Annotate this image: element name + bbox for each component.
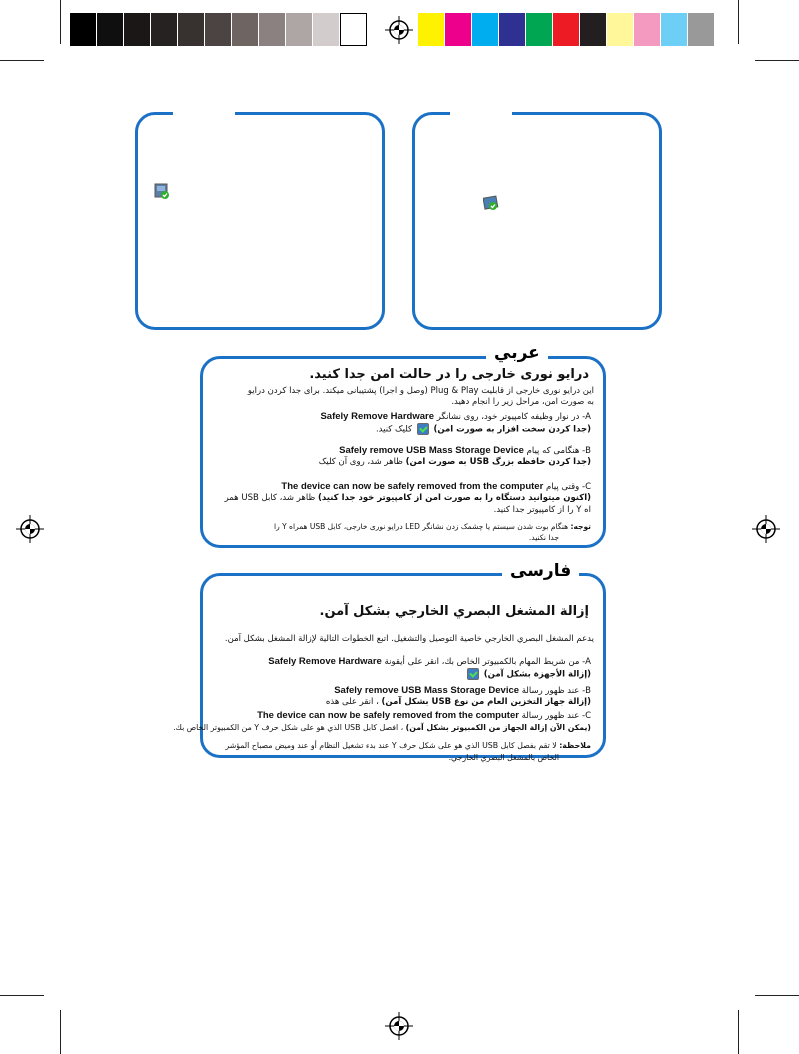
color-swatch (151, 13, 178, 46)
step-text: B- عند ظهور رسالة (521, 686, 591, 696)
safely-remove-hardware-icon (467, 668, 479, 680)
registration-mark-icon (16, 515, 44, 543)
step-c-line (225, 493, 591, 504)
process-color-bar (418, 13, 715, 46)
blank-panel-right (412, 112, 662, 330)
safely-remove-hardware-icon (417, 423, 429, 435)
intro-line: این درایو نوری خارجی از قابلیت Plug & Play (وصل و اجرا) پشتیبانی میکند. برای جدا کردن درایو (247, 386, 594, 396)
step-text: (جدا کردن حافظه بزرگ USB به صورت امن) (405, 457, 591, 467)
note-line (274, 521, 591, 532)
color-swatch (553, 13, 580, 46)
crop-mark (738, 1010, 739, 1054)
crop-mark (755, 995, 799, 996)
grayscale-color-bar (70, 13, 367, 46)
registration-mark-icon (752, 515, 780, 543)
note-line (225, 740, 591, 751)
step-b-line (334, 685, 591, 697)
crop-mark (0, 60, 44, 61)
section-title: إزالة المشغل البصري الخارجي بشكل آمن. (319, 604, 589, 619)
step-text: ، افصل كابل USB الذي هو على شكل حرف Y من الكمبيوتر الخاص بك. (173, 723, 404, 732)
step-text: ظاهر شد، روی آن کلیک (318, 457, 403, 467)
hardware-label: Safely Remove Hardware (320, 411, 434, 422)
step-a-line (320, 411, 591, 423)
color-swatch (499, 13, 526, 46)
step-a-line (376, 423, 591, 436)
intro-line: يدعم المشغل البصري الخارجي خاصية التوصيل والتشغيل. اتبع الخطوات التالية لإزالة المشغل بشكل آمن. (224, 634, 594, 644)
hardware-label: Safely remove USB Mass Storage Device (334, 685, 520, 696)
step-c-line (281, 481, 591, 493)
step-text: B- هنگامی که پیام (526, 446, 591, 456)
color-swatch (97, 13, 124, 46)
note-label: ملاحظة: (559, 741, 591, 750)
color-swatch (232, 13, 259, 46)
color-swatch (313, 13, 340, 46)
crop-mark (60, 1010, 61, 1054)
color-swatch (526, 13, 553, 46)
color-swatch (445, 13, 472, 46)
step-text: A- در نوار وظیفه کامپیوتر خود، روی نشانگر (436, 412, 591, 422)
usb-safely-remove-icon (154, 183, 170, 199)
crop-mark (755, 60, 799, 61)
crop-mark (60, 0, 61, 44)
color-swatch (178, 13, 205, 46)
hardware-label: Safely remove USB Mass Storage Device (339, 445, 524, 456)
step-b-line (339, 445, 591, 457)
usb-device-icon (483, 195, 499, 211)
section-title: درایو نوری خارجی را در حالت امن جدا کنید. (309, 367, 589, 382)
registration-mark-icon (385, 16, 413, 44)
color-swatch (580, 13, 607, 46)
color-swatch (634, 13, 661, 46)
step-text: A- من شريط المهام بالكمبيوتر الخاص بك، انقر على أيقونة (384, 657, 591, 667)
step-text: C- وقتی پیام (545, 482, 591, 492)
step-c-line (173, 722, 591, 733)
note-text: لا تقم بفصل كابل USB الذي هو على شكل حرف Y عند بدء تشغيل النظام أو عند وميض مصباح المؤشر (225, 741, 557, 750)
color-swatch (661, 13, 688, 46)
color-swatch (472, 13, 499, 46)
crop-mark (738, 0, 739, 44)
color-swatch (70, 13, 97, 46)
note-text: هنگام بوت شدن سیستم یا چشمک زدن نشانگر LED درایو نوری خارجی، کابل USB همراه Y را (273, 522, 569, 531)
step-text: C- عند ظهور رسالة (521, 711, 591, 721)
step-text: (اکنون میتوانید دستگاه را به صورت امن از کامپیوتر خود جدا کنید) (317, 493, 591, 503)
step-a-line (268, 656, 591, 668)
step-text: ، انقر على هذه (325, 697, 379, 707)
step-a-line (465, 668, 591, 681)
step-text: ظاهر شد، کابل USB همر (224, 493, 316, 503)
color-swatch (259, 13, 286, 46)
step-b-line (319, 457, 591, 468)
step-text: کلیک کنید. (375, 424, 413, 435)
intro-line: به صورت امن، مراحل زیر را انجام دهید. (451, 397, 594, 407)
language-tab: عربي (486, 343, 548, 363)
hardware-label: The device can now be safely removed from the computer (257, 710, 519, 721)
step-text: (جدا کردن سخت افزار به صورت امن) (433, 424, 591, 435)
panel-tab-gap (450, 110, 512, 116)
color-swatch (340, 13, 367, 46)
step-c-line: اه Y را از کامپیوتر جدا کنید. (493, 505, 591, 515)
note-line: الخاص بالمشغل البصري الخارجي. (448, 753, 559, 762)
color-swatch (124, 13, 151, 46)
step-text: (إزالة الأجهزة بشكل آمن) (483, 669, 591, 680)
panel-tab-gap (173, 110, 235, 116)
step-text: (يمكن الآن إزالة الجهاز من الكمبيوتر بشكل آمن) (405, 723, 591, 732)
step-text: (إزالة جهاز التخزين العام من نوع USB بشكل آمن) (381, 697, 591, 707)
hardware-label: The device can now be safely removed from the computer (281, 481, 544, 492)
color-swatch (607, 13, 634, 46)
color-swatch (418, 13, 445, 46)
note-label: توجه: (570, 522, 591, 531)
language-tab: فارسی (502, 561, 579, 581)
step-b-line (326, 697, 591, 708)
note-line: جدا نکنید. (528, 533, 559, 542)
step-c-line (257, 710, 591, 722)
blank-panel-left (135, 112, 385, 330)
color-swatch (688, 13, 715, 46)
color-swatch (286, 13, 313, 46)
registration-mark-icon (385, 1012, 413, 1040)
crop-mark (0, 995, 44, 996)
hardware-label: Safely Remove Hardware (268, 656, 382, 667)
color-swatch (205, 13, 232, 46)
